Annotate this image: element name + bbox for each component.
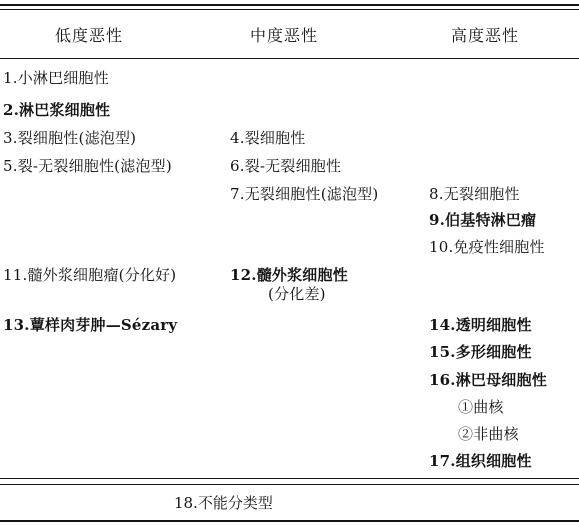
header-low-grade: 低度恶性 [55, 26, 124, 45]
low-grade-item-3: 3.裂细胞性(滤泡型) [3, 129, 137, 147]
table-bottom-rule [0, 520, 579, 522]
table-top-rule [0, 4, 579, 6]
footer-rule [0, 478, 579, 479]
high-grade-item-16: 16.淋巴母细胞性 [429, 371, 547, 389]
high-grade-item-9: 9.伯基特淋巴瘤 [429, 211, 537, 229]
header-rule [0, 58, 579, 59]
high-grade-item-15: 15.多形细胞性 [429, 343, 532, 361]
high-grade-item-10: 10.免疫性细胞性 [429, 238, 545, 256]
low-grade-item-5: 5.裂-无裂细胞性(滤泡型) [3, 157, 172, 175]
header-intermediate-grade: 中度恶性 [250, 26, 319, 45]
high-grade-item-16-sub-1: ①曲核 [458, 398, 504, 416]
low-grade-item-2: 2.淋巴浆细胞性 [3, 101, 111, 119]
intermediate-grade-item-6: 6.裂-无裂细胞性 [230, 157, 342, 175]
intermediate-grade-item-12-note: (分化差) [268, 285, 326, 303]
footer-rule-thin [0, 484, 579, 485]
intermediate-grade-item-7: 7.无裂细胞性(滤泡型) [230, 185, 379, 203]
low-grade-item-1: 1.小淋巴细胞性 [3, 69, 109, 87]
high-grade-item-17: 17.组织细胞性 [429, 452, 532, 470]
intermediate-grade-item-12: 12.髓外浆细胞性 [230, 266, 348, 284]
high-grade-item-14: 14.透明细胞性 [429, 316, 532, 334]
low-grade-item-11: 11.髓外浆细胞瘤(分化好) [3, 266, 177, 284]
header-high-grade: 高度恶性 [451, 26, 520, 45]
low-grade-item-13: 13.蕈样肉芽肿—Sézary [3, 316, 178, 334]
table-top-rule-thin [0, 9, 579, 10]
high-grade-item-8: 8.无裂细胞性 [429, 185, 520, 203]
footer-unclassifiable: 18.不能分类型 [174, 494, 273, 512]
high-grade-item-16-sub-2: ②非曲核 [458, 425, 519, 443]
intermediate-grade-item-4: 4.裂细胞性 [230, 129, 306, 147]
